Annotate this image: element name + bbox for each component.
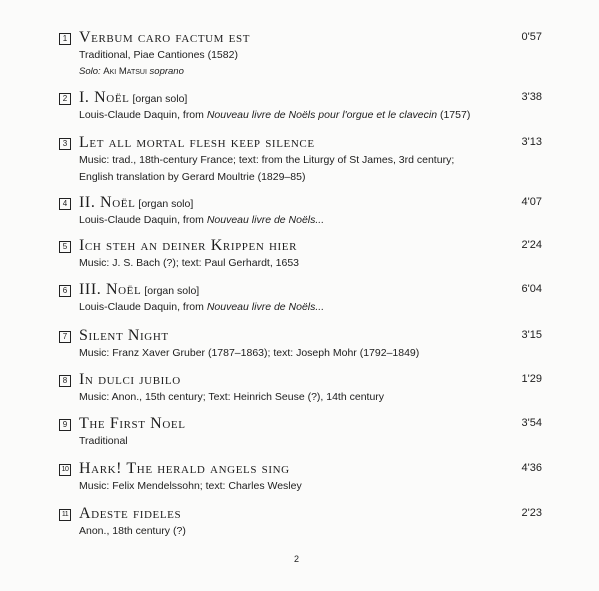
track-duration: 2'24 xyxy=(521,239,542,251)
track-title: Adeste fideles xyxy=(79,505,182,522)
track-source: Anon., 18th century (?) xyxy=(79,525,186,537)
track-duration: 3'13 xyxy=(521,136,542,148)
track-title: Hark! The herald angels sing xyxy=(79,460,290,477)
page-number: 2 xyxy=(294,554,300,564)
source-work: Nouveau livre de Noëls... xyxy=(206,301,325,313)
track-source: Music: Anon., 15th century; Text: Heinrich Seuse (?), 14th century xyxy=(79,391,385,403)
track-title: Silent Night xyxy=(79,327,169,344)
track-title: Let all mortal flesh keep silence xyxy=(79,134,315,151)
track-title: II. Noël xyxy=(79,194,136,211)
solo-prefix: Solo: xyxy=(79,66,101,77)
track-title: Verbum caro factum est xyxy=(79,29,251,46)
track-title-wrap xyxy=(79,281,199,299)
track-tag: [organ solo] xyxy=(144,285,200,297)
track-number: 11 xyxy=(59,509,71,521)
track-title-wrap xyxy=(79,194,193,212)
track-number: 8 xyxy=(59,375,71,387)
track-duration: 1'29 xyxy=(521,373,542,385)
track-number: 7 xyxy=(59,331,71,343)
track-tag: [organ solo] xyxy=(132,93,188,105)
track-number: 6 xyxy=(59,285,71,297)
track-source: Music: J. S. Bach (?); text: Paul Gerhardt, 1653 xyxy=(79,257,300,269)
track-source: Music: Franz Xaver Gruber (1787–1863); text: Joseph Mohr (1792–1849) xyxy=(79,347,420,359)
track-title: In dulci jubilo xyxy=(79,371,181,388)
track-translation: English translation by Gerard Moultrie (1829–85) xyxy=(79,171,306,183)
track-number: 3 xyxy=(59,138,71,150)
track-duration: 3'38 xyxy=(521,91,542,103)
track-tag: [organ solo] xyxy=(138,198,194,210)
track-number: 4 xyxy=(59,198,71,210)
track-duration: 6'04 xyxy=(521,283,542,295)
track-source: Music: Felix Mendelssohn; text: Charles Wesley xyxy=(79,480,302,492)
track-number: 1 xyxy=(59,33,71,45)
track-title: Ich steh an deiner Krippen hier xyxy=(79,237,298,254)
track-duration: 3'15 xyxy=(521,329,542,341)
track-source: Traditional, Piae Cantiones (1582) xyxy=(79,49,238,61)
track-duration: 4'07 xyxy=(521,196,542,208)
source-suffix: (1757) xyxy=(437,109,471,121)
track-duration: 3'54 xyxy=(521,417,542,429)
track-source: Music: trad., 18th-century France; text: from the Liturgy of St James, 3rd century; xyxy=(79,154,455,166)
track-source xyxy=(79,301,324,313)
track-duration: 4'36 xyxy=(521,462,542,474)
track-title: The First Noel xyxy=(79,415,186,432)
source-prefix: Louis-Claude Daquin, from xyxy=(79,214,207,226)
track-number: 2 xyxy=(59,93,71,105)
solo-role: soprano xyxy=(149,66,184,77)
source-work: Nouveau livre de Noëls... xyxy=(206,214,325,226)
track-title: I. Noël xyxy=(79,89,130,106)
source-prefix: Louis-Claude Daquin, from xyxy=(79,109,207,121)
track-source xyxy=(79,214,324,226)
track-number: 5 xyxy=(59,241,71,253)
source-work: Nouveau livre de Noëls pour l'orgue et le clavecin xyxy=(206,109,438,121)
track-number: 10 xyxy=(59,464,71,476)
source-prefix: Louis-Claude Daquin, from xyxy=(79,301,207,313)
solo-name: Aki Matsui xyxy=(103,66,147,77)
track-title: III. Noël xyxy=(79,281,142,298)
track-duration: 2'23 xyxy=(521,507,542,519)
track-soloist xyxy=(79,66,184,77)
track-source: Traditional xyxy=(79,435,128,447)
track-number: 9 xyxy=(59,419,71,431)
track-duration: 0'57 xyxy=(521,31,542,43)
track-source xyxy=(79,109,470,121)
track-title-wrap xyxy=(79,89,187,107)
